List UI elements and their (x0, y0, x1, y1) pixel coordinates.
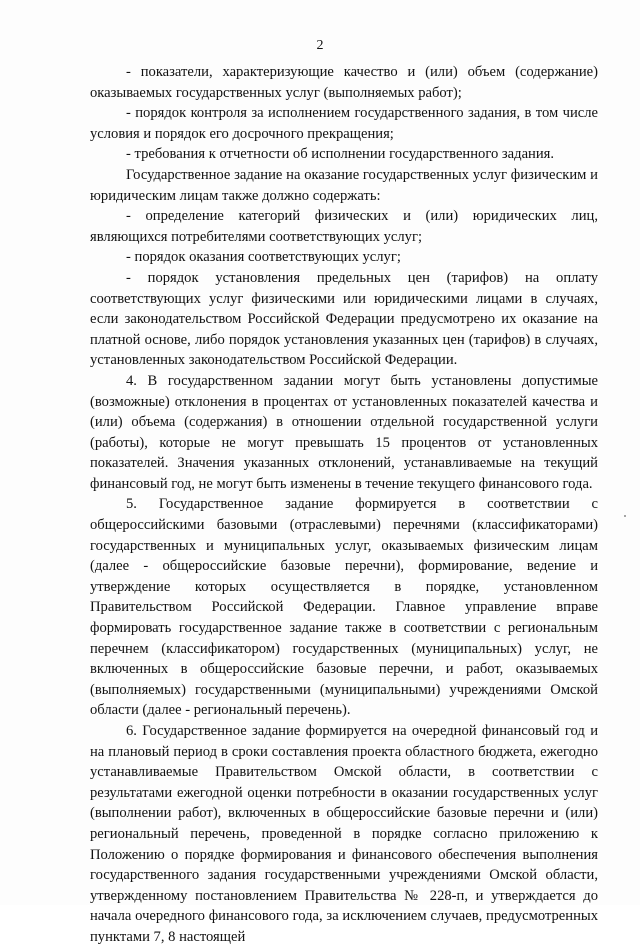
paragraph-task-contents: Государственное задание на оказание государственных услуг физическим и юридическим лицам также должно содержать: (90, 166, 598, 204)
paragraph-consumer-categories: - определение категорий физических и (или) юридических лиц, являющихся потребителями соответствующих услуг; (90, 208, 598, 245)
page-number: 2 (316, 38, 324, 53)
document-body (90, 62, 598, 948)
paragraph-quality-indicators: - показатели, характеризующие качество и (или) объем (содержание) оказываемых государственных услуг (выполняемых работ); (90, 64, 598, 101)
paragraph-reporting-requirements: - требования к отчетности об исполнении государственного задания. (126, 146, 555, 163)
paragraph-item-6: 6. Государственное задание формируется на очередной финансовый год и на плановый период в сроки составления проекта областного бюджета, ежегодно устанавливаемые Правительством Омской области, в соответствии с результатами ежегодной оценки потребности в оказании государственных услуг (выполнении работ), включенных в общероссийские базовые перечни и (или) региональный перечень, проведенной в порядке согласно приложению к Положению о порядке формирования и финансового обеспечения выполнения государственного задания государственными учреждениями Омской области, утвержденному постановлением Правительства № 228-п, и утверждается до начала очередного финансового года, за исключением случаев, предусмотренных пунктами 7, 8 настоящей (90, 723, 598, 945)
paragraph-price-limits: - порядок установления предельных цен (тарифов) на оплату соответствующих услуг физическими или юридическими лицами в случаях, если законодательством Российской Федерации предусмотрено их оказание на платной основе, либо порядок установления указанных цен (тарифов) в случаях, установленных законодательством Российской Федерации. (90, 269, 598, 369)
paragraph-item-5: 5. Государственное задание формируется в соответствии с общероссийскими базовыми (отраслевыми) перечнями (классификаторами) государственных и муниципальных услуг, оказываемых физическим лицам (далее - общероссийские базовые перечни), формирование, ведение и утверждение которых осуществляется в порядке, установленном Правительством Российской Федерации. Главное управление вправе формировать государственное задание также в соответствии с региональным перечнем (классификатором) государственных (муниципальных) услуг, не включенных в общероссийские базовые перечни, и работ, оказываемых (выполняемых) государственными (муниципальными) учреждениями Омской области (далее - региональный перечень). (90, 496, 598, 719)
scan-artifact (624, 515, 626, 517)
paragraph-item-4: 4. В государственном задании могут быть установлены допустимые (возможные) отклонения в процентах от установленных показателей качества и (или) объема (содержания) в отношении отдельной государственной услуги (работы), которые не могут превышать 15 процентов от установленных показателей. Значения указанных отклонений, устанавливаемые на текущий финансовый год, не могут быть изменены в течение текущего финансового года. (90, 372, 598, 492)
paragraph-service-procedure: - порядок оказания соответствующих услуг; (126, 249, 401, 266)
paragraph-control-procedure: - порядок контроля за исполнением государственного задания, в том числе условия и порядок его досрочного прекращения; (90, 105, 598, 142)
